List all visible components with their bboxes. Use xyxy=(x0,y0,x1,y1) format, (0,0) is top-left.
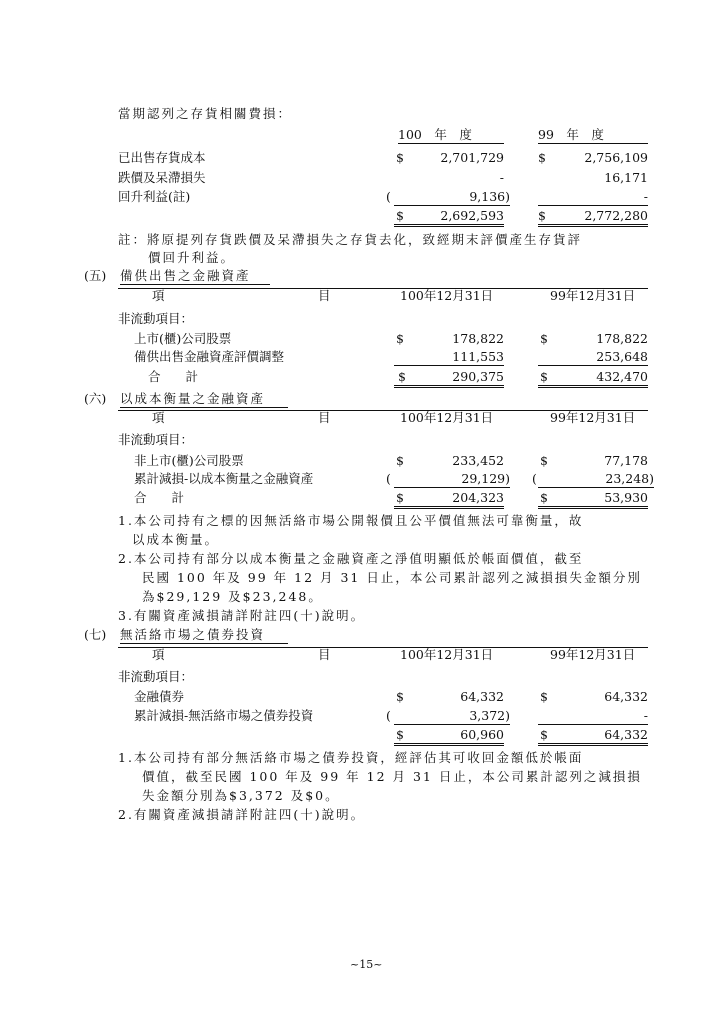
bonds-value-100: 3,372) xyxy=(394,708,510,725)
cost-note-line: 3.有關資產減損請詳附註四(十)說明。 xyxy=(118,608,366,623)
cost-note-line: 為$29,129 及$23,248。 xyxy=(142,589,323,604)
currency-symbol: $ xyxy=(398,369,406,384)
cost-value-100: 29,129) xyxy=(394,471,510,488)
cost-total-100: 204,323 xyxy=(394,490,504,509)
currency-symbol: $ xyxy=(396,490,404,505)
currency-symbol: $ xyxy=(396,727,404,742)
bonds-total-100: 60,960 xyxy=(394,727,504,746)
afs-value-100: 111,553 xyxy=(394,349,504,366)
currency-symbol: $ xyxy=(538,208,546,223)
currency-symbol: $ xyxy=(540,689,548,704)
afs-total-99: 432,470 xyxy=(538,369,648,388)
paren-open: ( xyxy=(386,471,391,486)
section-heading: 無活絡市場之債券投資 xyxy=(120,627,288,644)
col-99-header: 99年12月31日 xyxy=(550,647,636,662)
afs-value-99: 253,648 xyxy=(538,349,648,366)
inventory-total-99: 2,772,280 xyxy=(538,208,648,227)
inventory-row-label: 已出售存貨成本 xyxy=(118,150,206,165)
afs-value-100: 178,822 xyxy=(452,331,504,346)
cost-value-99: 77,178 xyxy=(604,453,648,468)
bonds-row-label: 金融債券 xyxy=(134,689,185,704)
currency-symbol: $ xyxy=(396,689,404,704)
cost-row-label: 累計減損-以成本衡量之金融資產 xyxy=(134,471,314,486)
bonds-value-99: 64,332 xyxy=(604,689,648,704)
col-item-1: 項 xyxy=(152,410,165,425)
bonds-total-99: 64,332 xyxy=(538,727,648,746)
inventory-row-label: 回升利益(註) xyxy=(118,189,191,204)
cost-total-99: 53,930 xyxy=(538,490,648,509)
currency-symbol: $ xyxy=(540,727,548,742)
col-item-2: 目 xyxy=(318,647,331,662)
currency-symbol: $ xyxy=(396,208,404,223)
afs-value-99: 178,822 xyxy=(596,331,648,346)
inventory-value-99: 2,756,109 xyxy=(584,150,648,165)
cost-value-99: 23,248) xyxy=(538,471,654,488)
currency-symbol: $ xyxy=(538,150,546,165)
inventory-value-99: - xyxy=(538,189,648,206)
inventory-title: 當期認列之存貨相關費損： xyxy=(118,106,293,121)
currency-symbol: $ xyxy=(396,150,404,165)
noncurrent-label: 非流動項目： xyxy=(118,669,194,684)
bonds-value-100: 64,332 xyxy=(460,689,504,704)
inventory-col-99: 99 年 度 xyxy=(538,127,648,144)
paren-open: ( xyxy=(532,471,537,486)
currency-symbol: $ xyxy=(540,490,548,505)
inventory-note-line: 註：將原提列存貨跌價及呆滯損失之存貨去化，致經期末評價產生存貨評 xyxy=(118,232,583,247)
paren-open: ( xyxy=(386,708,391,723)
bonds-note-line: 1.本公司持有部分無活絡市場之債券投資，經評估其可收回金額低於帳面 xyxy=(118,750,584,765)
col-100-header: 100年12月31日 xyxy=(400,410,494,425)
cost-row-label: 合 計 xyxy=(134,490,185,505)
bonds-note-line: 價值，截至民國 100 年及 99 年 12 月 31 日止，本公司累計認列之減損損 xyxy=(142,769,642,784)
col-100-header: 100年12月31日 xyxy=(400,647,494,662)
noncurrent-label: 非流動項目： xyxy=(118,432,194,447)
cost-row-label: 非上市(櫃)公司股票 xyxy=(134,453,244,468)
section-number: (七) xyxy=(84,627,107,642)
col-item-2: 目 xyxy=(318,288,331,303)
afs-row-label: 合 計 xyxy=(148,369,199,384)
afs-row-label: 備供出售金融資產評價調整 xyxy=(134,349,285,364)
inventory-value-100: 9,136) xyxy=(394,189,510,206)
noncurrent-label: 非流動項目： xyxy=(118,311,194,326)
col-100-header: 100年12月31日 xyxy=(400,288,494,303)
inventory-total-100: 2,692,593 xyxy=(394,208,504,227)
inventory-note-line: 價回升利益。 xyxy=(148,250,236,265)
currency-symbol: $ xyxy=(396,331,404,346)
bonds-value-99: - xyxy=(538,708,648,725)
currency-symbol: $ xyxy=(396,453,404,468)
bonds-row-label: 累計減損-無活絡市場之債券投資 xyxy=(134,708,314,723)
section-heading: 以成本衡量之金融資產 xyxy=(120,391,288,408)
inventory-row-label: 跌價及呆滯損失 xyxy=(118,170,206,185)
inventory-value-100: 2,701,729 xyxy=(440,150,504,165)
col-99-header: 99年12月31日 xyxy=(550,288,636,303)
section-number: (六) xyxy=(84,391,107,406)
inventory-value-99: 16,171 xyxy=(604,170,648,185)
col-item-2: 目 xyxy=(318,410,331,425)
section-number: (五) xyxy=(84,268,107,283)
paren-open: ( xyxy=(386,189,391,204)
page-number: ~15~ xyxy=(350,958,383,971)
section-heading: 備供出售之金融資產 xyxy=(120,268,270,285)
col-item-1: 項 xyxy=(152,647,165,662)
afs-total-100: 290,375 xyxy=(394,369,504,388)
currency-symbol: $ xyxy=(540,453,548,468)
afs-row-label: 上市(櫃)公司股票 xyxy=(134,331,232,346)
cost-note-line: 1.本公司持有之標的因無活絡市場公開報價且公平價值無法可靠衡量，故 xyxy=(118,513,584,528)
col-99-header: 99年12月31日 xyxy=(550,410,636,425)
inventory-value-100: - xyxy=(499,170,504,185)
currency-symbol: $ xyxy=(540,369,548,384)
cost-note-line: 以成本衡量。 xyxy=(132,532,220,547)
bonds-note-line: 2.有關資產減損請詳附註四(十)說明。 xyxy=(118,807,366,822)
bonds-note-line: 失金額分別為$3,372 及$0。 xyxy=(142,788,340,803)
inventory-col-100: 100 年 度 xyxy=(398,127,504,144)
cost-note-line: 2.本公司持有部分以成本衡量之金融資產之淨值明顯低於帳面價值，截至 xyxy=(118,551,584,566)
currency-symbol: $ xyxy=(540,331,548,346)
cost-value-100: 233,452 xyxy=(452,453,504,468)
col-item-1: 項 xyxy=(152,288,165,303)
cost-note-line: 民國 100 年及 99 年 12 月 31 日止，本公司累計認列之減損損失金額分別 xyxy=(142,570,642,585)
